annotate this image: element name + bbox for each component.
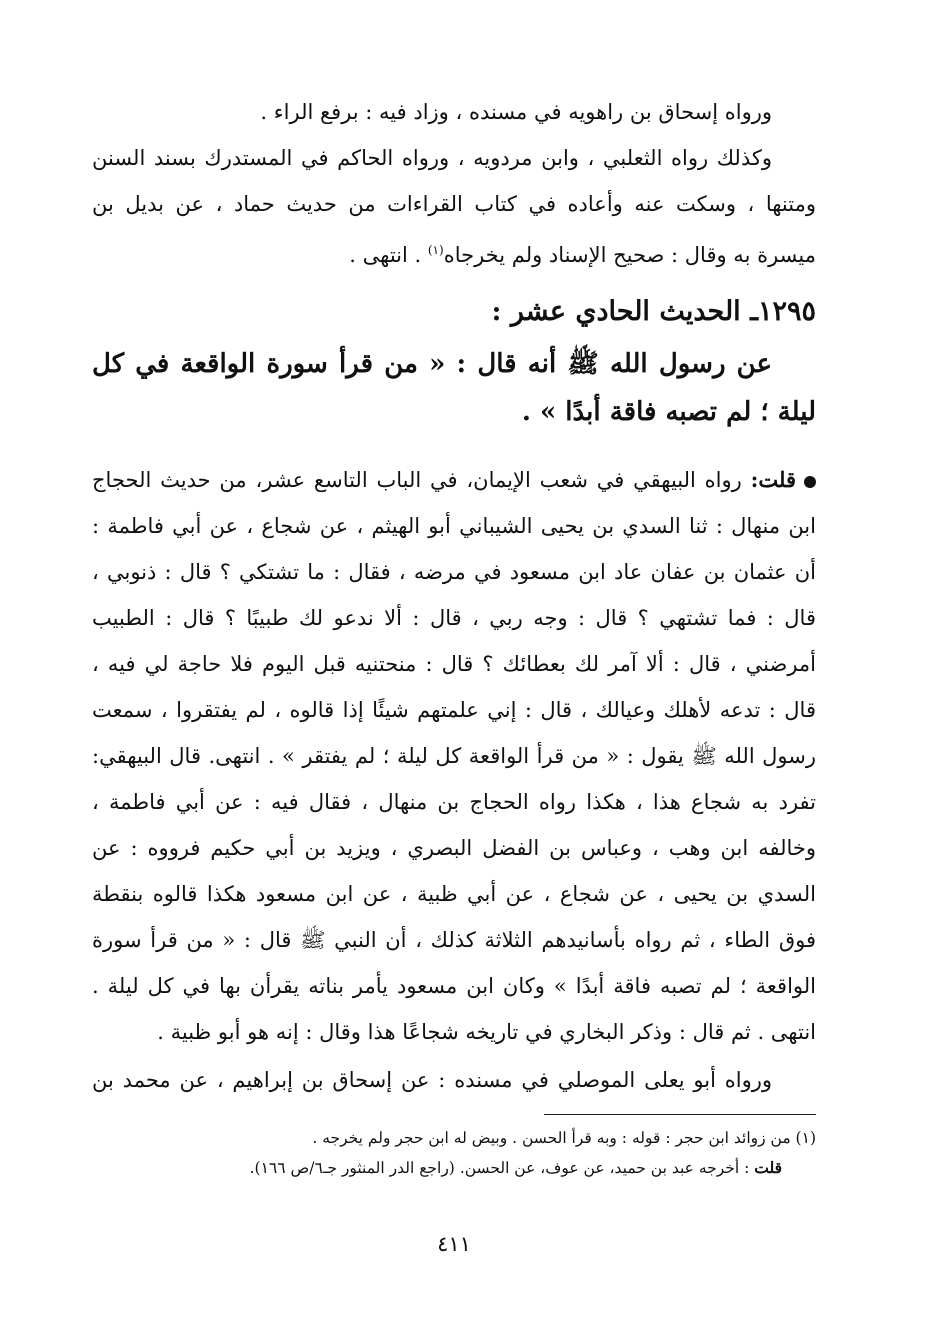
footnote-1: (١) من زوائد ابن حجر : قوله : وبه قرأ الحسن . وبيض له ابن حجر ولم يخرجه . — [312, 1129, 816, 1147]
commentary-line-3: أن عثمان بن عفان عاد ابن مسعود في مرضه ، فقال : ما تشتكي ؟ قال : ذنوبي ، — [92, 560, 816, 584]
footnote-2-text: : أخرجه عبد بن حميد، عن عوف، عن الحسن. (راجع الدر المنثور جـ٦/ص ١٦٦). — [249, 1159, 755, 1177]
commentary-line-10: السدي بن يحيى ، عن شجاع ، عن أبي ظبية ، عن ابن مسعود هكذا قالوه بنقطة — [92, 882, 816, 906]
intro-line-1: ورواه إسحاق بن راهويه في مسنده ، وزاد فيه : برفع الراء . — [260, 100, 772, 124]
page-number: ٤١١ — [437, 1232, 471, 1256]
intro-line-4 — [92, 230, 816, 275]
commentary-line-6: قال : تدعه لأهلك وعيالك ، قال : إني علمتهم شيئًا إذا قالوه ، لم يفتقروا ، سمعت — [92, 698, 816, 722]
commentary-line-2: ابن منهال : ثنا السدي بن يحيى الشيباني أبو الهيثم ، عن شجاع ، عن أبي فاطمة : — [92, 514, 816, 538]
intro-line-3: ومتنها ، وسكت عنه وأعاده في كتاب القراءات من حديث حماد ، عن بديل بن — [92, 192, 816, 216]
commentary-line-8: تفرد به شجاع هذا ، هكذا رواه الحجاج بن منهال ، فقال فيه : عن أبي فاطمة ، — [92, 790, 816, 814]
commentary-line-7: رسول الله ﷺ يقول : « من قرأ الواقعة كل ليلة ؛ لم يفتقر » . انتهى. قال البيهقي: — [92, 744, 816, 768]
bullet-icon — [804, 476, 816, 488]
commentary-line-11: فوق الطاء ، ثم رواه بأسانيدهم الثلاثة كذلك ، أن النبي ﷺ قال : « من قرأ سورة — [92, 928, 816, 952]
hadith-text-line-1: عن رسول الله ﷺ أنه قال : « من قرأ سورة الواقعة في كل — [92, 349, 772, 379]
commentary-line-9: وخالفه ابن وهب ، وعباس بن الفضل البصري ، ويزيد بن أبي حكيم فرووه : عن — [92, 836, 816, 860]
footnote-2 — [92, 1154, 816, 1182]
footnote-divider — [544, 1114, 816, 1115]
commentary-label: قلت: — [750, 467, 796, 492]
footnote-2-label: قلت — [754, 1158, 782, 1177]
commentary-line-12: الواقعة ؛ لم تصبه فاقة أبدًا » وكان ابن مسعود يأمر بناته يقرأن بها في كل ليلة . — [92, 974, 816, 998]
closing-line: ورواه أبو يعلى الموصلي في مسنده : عن إسحاق بن إبراهيم ، عن محمد بن — [92, 1068, 772, 1092]
commentary-line-1-text: رواه البيهقي في شعب الإيمان، في الباب التاسع عشر، من حديث الحجاج — [92, 468, 751, 492]
footnote-ref-1: (١) — [427, 243, 444, 257]
intro-line-4-text: ميسرة به وقال : صحيح الإسناد ولم يخرجاه — [443, 243, 816, 267]
intro-line-2: وكذلك رواه الثعلبي ، وابن مردويه ، ورواه الحاكم في المستدرك بسند السنن — [92, 146, 772, 170]
commentary-line-4: قال : فما تشتهي ؟ قال : وجه ربي ، قال : ألا ندعو لك طبيبًا ؟ قال : الطبيب — [92, 606, 816, 630]
hadith-text-line-2: ليلة ؛ لم تصبه فاقة أبدًا » . — [521, 397, 816, 427]
commentary-line-5: أمرضني ، قال : ألا آمر لك بعطائك ؟ قال : منحتنيه قبل اليوم فلا حاجة لي فيه ، — [92, 652, 816, 676]
document-page — [92, 92, 816, 1312]
commentary-line-1 — [92, 460, 816, 500]
commentary-line-13: انتهى . ثم قال : وذكر البخاري في تاريخه شجاعًا هذا وقال : إنه هو أبو ظبية . — [157, 1020, 816, 1044]
intro-line-4-end: . انتهى . — [349, 243, 428, 267]
hadith-heading: ١٢٩٥ـ الحديث الحادي عشر : — [491, 296, 816, 327]
